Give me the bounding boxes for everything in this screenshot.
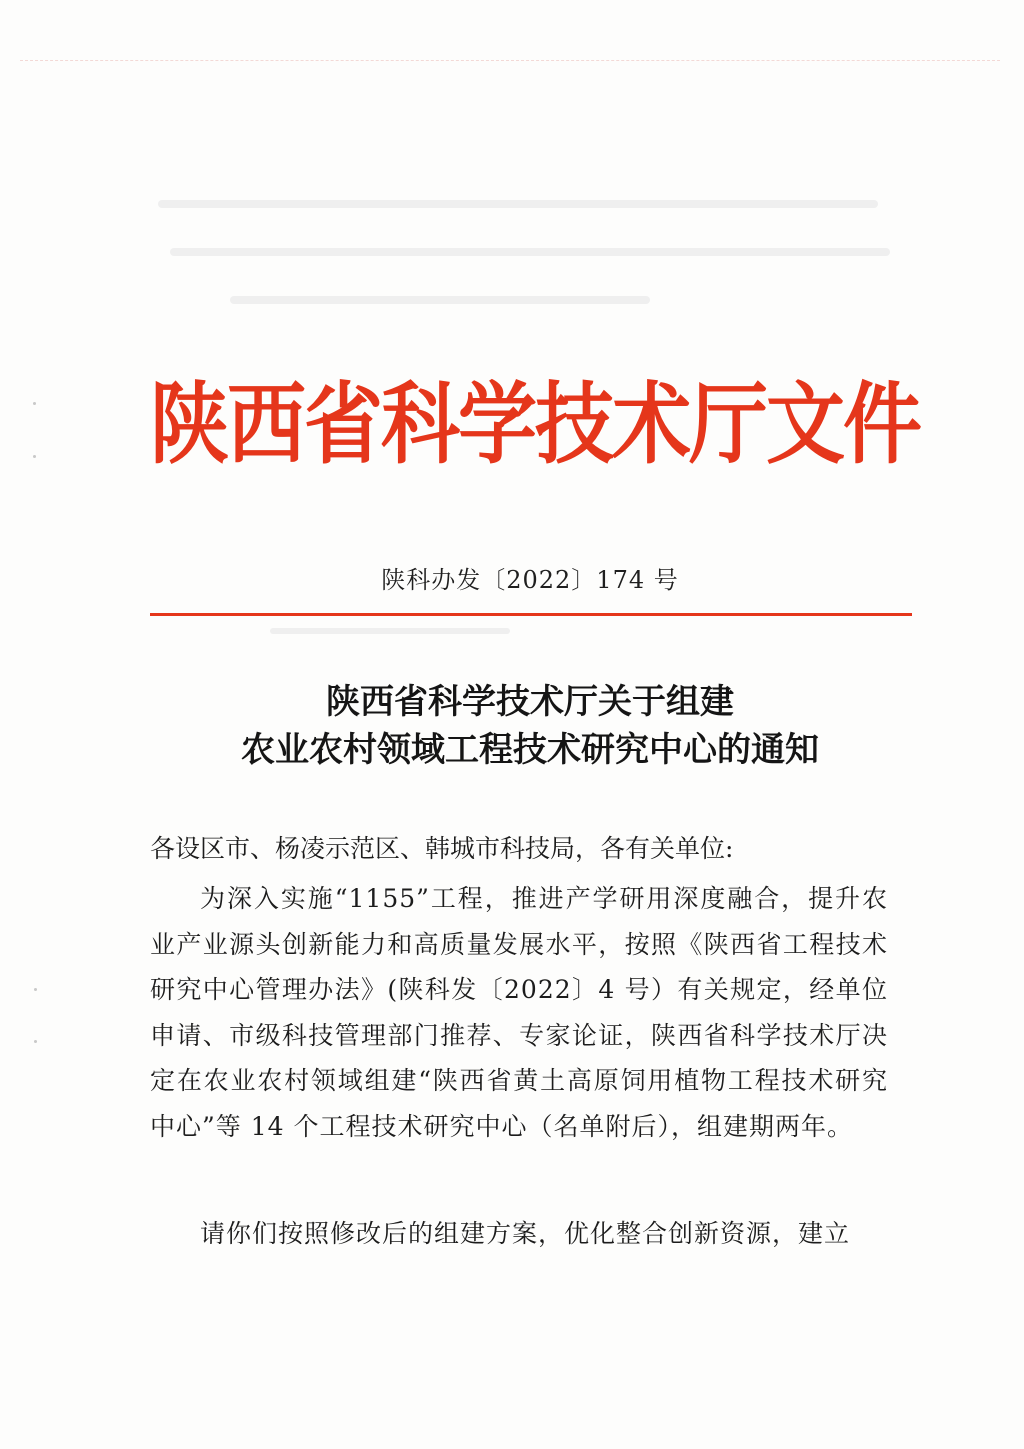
bleed-through-line (230, 296, 650, 304)
document-number: 陕科办发〔2022〕174 号 (381, 566, 679, 594)
addressee: 各设区市、杨凌示范区、韩城市科技局，各有关单位: (150, 834, 734, 863)
red-divider (150, 613, 912, 616)
body-paragraph-2: 请你们按照修改后的组建方案，优化整合创新资源，建立 (200, 1219, 851, 1248)
scan-dot (33, 402, 36, 405)
issuer-header: 陕西省科学技术厅文件 (150, 373, 920, 477)
title-line-1: 陕西省科学技术厅关于组建 (326, 682, 734, 722)
body-paragraph-1: 为深入实施“1155”工程，推进产学研用深度融合，提升农业产业源头创新能力和高质量发展水平，按照《陕西省工程技术研究中心管理办法》(陕科发〔2022〕4 号）有关规定，经单位申请、市级科技管理部门推荐、专家论证，陕西省科学技术厅决定在农业农村领域组建“陕西省黄土高原饲用植物工程技术研究中心”等 14 个工程技术研究中心（名单附后），组建期两年。 (150, 884, 888, 1141)
bleed-through-line (158, 200, 878, 208)
bleed-through-line (170, 248, 890, 256)
bleed-through-line (270, 628, 510, 634)
scan-dot (33, 455, 36, 458)
scan-dot (34, 988, 37, 991)
scan-dot (34, 1040, 37, 1043)
scan-edge-line (20, 60, 1000, 61)
notice-title (140, 678, 920, 774)
title-line-2: 农业农村领域工程技术研究中心的通知 (241, 730, 819, 770)
